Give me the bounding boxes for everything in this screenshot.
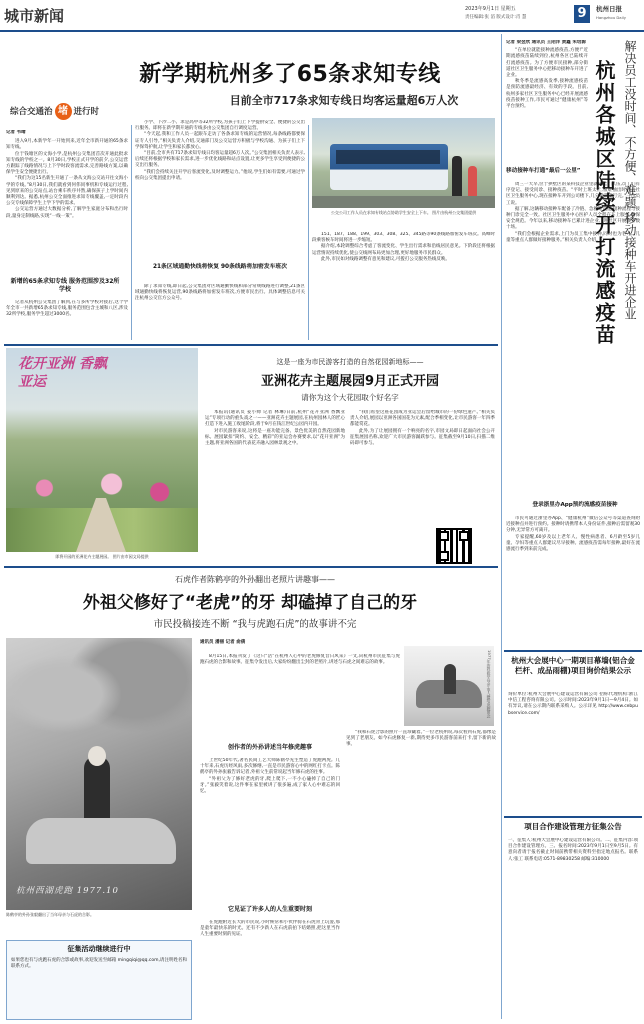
flower-headline: 亚洲花卉主题展园9月正式开园 [260, 374, 440, 389]
flower-photo [6, 348, 198, 552]
tiger-p4: “我和石虎合影的照片一直珍藏着。”一位老杭州说,每次看到石虎,都像是见到了老朋友。如今石虎修复一新,期待更多市民游客前来打卡,留下新的故事。 [346, 730, 496, 748]
flower-subheadline: 请你为这个大花园取个好名字 [301, 393, 399, 402]
qr-corner-bl [439, 551, 449, 561]
tiger-col-b [346, 730, 496, 1020]
person-2 [468, 166, 477, 196]
feature-p3: 周三一大早,位于拱墅区的某科技企业里就排起了队伍,员工们有序登记、接受问诊、接种疫苗。“平时上班太忙,很难抽出时间去社区卫生服务中心,现在接种车开到公司楼下,几分钟就能打完。”一位员工说。 [506, 182, 640, 206]
tiger-p2: “外祖父为了修好老虎的牙,爬上爬下,一不小心磕掉了自己的门牙。”张毅笑着说,这件事在家里被讲了很多遍,成了家人心中难忘的回忆。 [200, 776, 340, 795]
lead-col2-p2: “今天起,我和工作人员一起跟车走访了各条求知专线的运营情况,每条线路都要保证专人引导。”相关负责人介绍,交通部门及公交运营方积极与学校沟通、为孩子们上下学保驾护航,让学生和家长都放心。 [135, 132, 305, 150]
tiger-kicker: 石虎作者陈鹤亭的外孙翻出老照片讲趣事—— [175, 575, 335, 584]
feature-reporter: 记者 梁翌欣 通讯员 王陌洋 黄鑫 朱培源 [506, 40, 586, 45]
newspaper-logo-en: Hangzhou Daily [596, 15, 626, 20]
tiger-p3: 在虎跑附近长大的市民说,小时候常和小伙伴骑在石虎背上玩耍,那是童年最快乐的时光。还有不少新人在石虎前拍下结婚照,把这里当作人生重要时刻的见证。 [200, 920, 340, 938]
flower-col2 [350, 410, 495, 536]
page-date: 2023年9月1日 星期五 [465, 6, 516, 12]
notice-title: 征集活动继续进行中 [67, 945, 131, 953]
feature-p1: “在单位就能接种流感疫苗,方便!”近期流感疫苗陆续到位,杭州各区已陆续开打流感疫苗。为了方便市民接种,部分街道社区卫生服务中心把移动接种车开进了企业。 [506, 48, 588, 79]
lead-col3-p1: 151、187、188、199、303、308、325、345路等90条线路加密发车班次。高峰时段乘客候车时间将进一步缩短。 [312, 232, 495, 244]
feature-body-bottom [506, 516, 640, 646]
kicker-badge: 堵 [55, 103, 72, 120]
lead-col1-p4: 公交运营方通过大数据分析,了解学生家庭分布和出行时段,量身定制线路,实现“一线一策”。 [6, 207, 128, 219]
lead-col1-p1: 进入9月,本新学年一开始到来,近年全市新开通的65条求知专线。 [6, 139, 128, 151]
feature-p7: 专家提醒,60岁及以上老年人、慢性病患者、6月龄至5岁儿童、孕妇等重点人群建议尽早接种。流感疫苗需每年接种,最好在流感流行季到来前完成。 [506, 534, 640, 553]
qr-code[interactable] [436, 528, 472, 564]
tiger-lead: 8月15日,本报刊发了《这只“活”在杭州人心中的老虎修复昔日风采》一文,向杭州市民征集与虎跑石虎的合影和故事。征集令发出后,大家纷纷翻出尘封的老照片,讲述与石虎之间难忘的故事。 [200, 654, 400, 666]
notice-body: 如果您也有与虎跑石虎的合影或故事,欢迎发送至邮箱 mingqiqi@qq.com,请注明姓名和联系方式。 [11, 957, 187, 969]
lead-col2-p3: “目前,全市共有717条求知专线日均客运量超6万人次。”公交集团相关负责人表示,后续还将根据学校和家长需求,进一步优化线路和站点设置,让更多学生享受到便捷的公交出行服务。 [135, 151, 305, 169]
feature-body-top [506, 40, 588, 160]
tiger-sub2: 它见证了许多人的人生重要时刻 [227, 906, 312, 913]
lead-col3-p3: 此外,市民如对线路调整有意见和建议,可拨打公交服务热线反映。 [321, 256, 450, 262]
lead-col2-p1: 小学、下沙二小、求是高中等32所学校,为孩子们上下学提供安全、便捷的公交出行服务。即将在新学期开通的专线多由公交集团自行调度运营。 [135, 120, 305, 132]
header-rule [0, 30, 644, 32]
lead-col-divider-2 [308, 125, 309, 340]
feature-sub2: 登录浙里办App预约流感疫苗接种 [532, 502, 618, 508]
tiger-col-c [200, 920, 340, 1020]
lead-col1b: 记者从杭州公交集团了解到,在与多所学校对接后,这个学年全市一共新增65条求知专线,服务范围包含主城和八区,涉及32所学校,服务学生超过3000名。 [6, 300, 128, 344]
lead-sub2: 21条区域通勤快线将恢复 90条线路将加密发车班次 [152, 264, 288, 270]
tiger-photo-caption: 陈鹤亭的外孙张毅翻出了当年母亲与石虎的合影。 [6, 912, 94, 917]
ad1-body: 询价单位:杭州大会展中心建设运营有限公司 招标代理机构:浙江中信工程咨询有限公司。公示时间:2023年9月1日—9月4日。如有异议,请在公示期内联系采购人。公示详见 http://www.cebpubservice.com/ [508, 692, 638, 716]
page-editors: 责任编辑:张 滔 版式设计:肖 慧 [465, 15, 527, 20]
feature-sub1: 移动接种车打通“最后一公里” [506, 168, 581, 174]
kicker-left: 综合交通治 [10, 107, 53, 117]
tiger-subheadline: 市民投稿接连不断 “我与虎跑石虎”的故事讲不完 [153, 619, 357, 630]
ad-mid-rule [504, 816, 642, 818]
person-figure-2 [444, 664, 456, 694]
bus-window [336, 150, 440, 164]
feature-p2: 秋冬季是流感高发季,接种流感疫苗是预防流感最经济、有效的手段。目前,杭州多家社区卫生服务中心已经开展流感疫苗接种工作,市民可通过“健康杭州”等平台预约。 [506, 79, 588, 110]
column-kicker [10, 103, 99, 120]
lead-sub1: 新增的65条求知专线 服务范围涉及32所学校 [10, 278, 120, 294]
lead-reporter: 记者 韦晴 [6, 130, 26, 135]
lead-photo [312, 118, 495, 208]
ground [312, 196, 495, 208]
tiger-col-a [200, 758, 340, 906]
flower-col1-p1: 本报讯(通讯员 姜小帅 记者 林琳)日前,杭州“花开亚洲 香飘亚运”专项行动的重头戏之一——亚洲花卉主题展园,在杭州园林人的匠心打造下进入施工收尾阶段,将于9月在钱江世纪公园内开园。 [205, 410, 345, 428]
lead-col3 [312, 232, 495, 340]
section-title: 城市新闻 [4, 7, 65, 25]
lead-subheadline: 目前全市717条求知专线日均客运量超6万人次 [229, 94, 459, 107]
lead-col2b: 除了求知专线,即日起,公交集团对区域通勤快线和部分常规线路进行调整,21条区域通勤快线将恢复运营,90条线路将加密发车班次,方便市民出行。具体调整信息可关注杭州公交官方公众号。 [135, 284, 305, 302]
flower-col1-p2: 对市民游客来说,这将是一座功能完备、景色优美的自然花园新地标。展园紧扣“简约、安全、精彩”的亚运会办赛要求,以“花开亚洲”为主题,将亚洲各国的代表花卉融入园林景观之中。 [205, 428, 345, 447]
main-right-divider [501, 34, 502, 1019]
lead-photo-caption: 公交公司工作人员在求知专线站点协助学生安全上下车。 图片由杭州公交集团提供 [330, 210, 477, 215]
newspaper-logo: 杭州日报 [596, 5, 622, 13]
lead-col2 [135, 120, 305, 260]
feature-p4: 据了解,这辆移动接种车配备了冷链、急救等设施,接种流程与接种门诊完全一致。社区卫生服务中心医护人员全程在车上服务,确保安全规范。今年以来,移动接种车已累计进企业、进社区开展服务数十场。 [506, 206, 640, 231]
flower-photo-caption: 即将开园的亚洲花卉主题展园。 图片由市园文局提供 [55, 554, 149, 559]
kicker-right: 进行时 [73, 107, 100, 117]
feature-body-col [506, 182, 640, 497]
flower-bottom-rule [4, 566, 498, 568]
tiger-photo2-caption: 1977年的陈毅亭母亲,家人赠给虎跑留念 [487, 650, 492, 718]
lead-col2-p4: “我们会持续关注开学后客流变化,及时调整运力。”他说,学生们如有需要,可通过学校向公交集团提出申请。 [135, 169, 305, 181]
tiger-reporter: 通讯员 潘丽 记者 俞倩 [200, 640, 246, 645]
flower-col2-p2: 此外,为了让展园拥有一个响亮的名字,市园文局即日起面向社会公开征集展园名称,欢迎广大市民游客踊跃参与。征集截至9月10日,扫描二维码即可参与。 [350, 428, 495, 447]
ad-top-rule [504, 650, 642, 652]
lead-col1-p3: “我们为这15名新生开通了一条从文海公交站开往文海小学的专线。”8月30日,我们就看到何伟同事机和专线运行过程,见到原来的公交站点,站台乘车秩序井然,确保孩子上学时间内顺利到达。据悉,杭州公交全面推进求知专线覆盖,一定时段内公交专线保障学生上学下学的需求。 [6, 176, 128, 207]
flower-kicker: 这是一座为市民游客打造的自然花园新地标—— [276, 358, 424, 366]
feature-headline: 杭州各城区陆续开打流感疫苗 [592, 60, 616, 346]
tiger-headline: 外祖父修好了“老虎”的牙 却磕掉了自己的牙 [82, 593, 418, 613]
tiger-p1: 上世纪50年代,著名民间工艺大师陈鹤亭先生塑造了虎跑两虎。几十年来,石虎历经风雨,多次修缮,一直是市民游客心中的网红打卡点。陈鹤亭的外孙张毅告诉记者,外祖父生前常说起当年修石虎的往事。 [200, 758, 340, 776]
feature-p6: 市民可通过浙里办App、“健康杭州”微信公众号等渠道查询附近接种点并进行预约。接种时请携带本人身份证件,接种后需留观30分钟,无异常方可离开。 [506, 516, 640, 534]
tiger-sub1: 创作者的外孙讲述当年修虎趣事 [227, 744, 312, 751]
qr-corner-tl [439, 531, 449, 541]
page-number: 9 [574, 5, 590, 23]
lead-col3-p2: 据介绍,本轮调整综合考虑了客流变化、学生出行需求和沿线居民意见。下阶段还将根据运营情况持续优化,使公交线网布局更加合理,更好地服务市民群众。 [312, 244, 495, 256]
lead-col1-p2: 位于钱塘区的文海小学,是杭州公交集团首次开通此批求知专线的学校之一。8月30日,学校正式开学的前夕,公交运营方跟踪了线路情况与上下学时段客流需求,完善路线方案,以确保学生安全便捷出行。 [6, 151, 128, 176]
lead-col-divider-1 [131, 125, 132, 340]
person-1 [452, 156, 462, 196]
ad1-title: 杭州大会展中心一期项目幕墙(铝合金栏杆、成品雨棚)项目询价结果公示 [511, 656, 635, 676]
lead-headline: 新学期杭州多了65条求知专线 [139, 62, 441, 87]
flower-col2-p1: “我们希望这座花园成为亚运会后留给城市的一份绿色遗产。”相关负责人介绍,展园以亚洲各国国花为元素,配合季相变化,让市民游客一年四季都能赏花。 [350, 410, 495, 428]
lead-bottom-rule [4, 344, 498, 346]
stone-tiger [26, 818, 176, 864]
girl-face [88, 746, 106, 766]
tiger-photo-text: 杭州西湖虎跑 1977.10 [16, 886, 119, 896]
notice-box [6, 940, 192, 1020]
flower-col1 [205, 410, 345, 562]
ad2-title: 项目合作建设管理方征集公告 [524, 822, 622, 831]
feature-kicker: 解决员工没时间、不方便、难题 移动接种车开进企业 [623, 40, 637, 320]
ad2-body: 一、征集人:杭州大会展中心建设运营有限公司。二、征集内容:项目合作建设管理方。三、报名时间:2023年9月1日至9月5日。有意向者请于报名截止时间前携带相关资料至指定地点报名。联系人:张工 联系电话:0571-89830258 邮编:310000 [508, 838, 638, 862]
flower-photo-title: 花开亚洲 香飘亚运 [18, 356, 107, 390]
tiger-photo [6, 638, 192, 910]
feature-p5: “我们会根据企业需求,上门为员工集中接种,同时也为老人、儿童等重点人群做好接种服务。”相关负责人介绍。 [506, 231, 640, 243]
qr-corner-tr [459, 531, 469, 541]
